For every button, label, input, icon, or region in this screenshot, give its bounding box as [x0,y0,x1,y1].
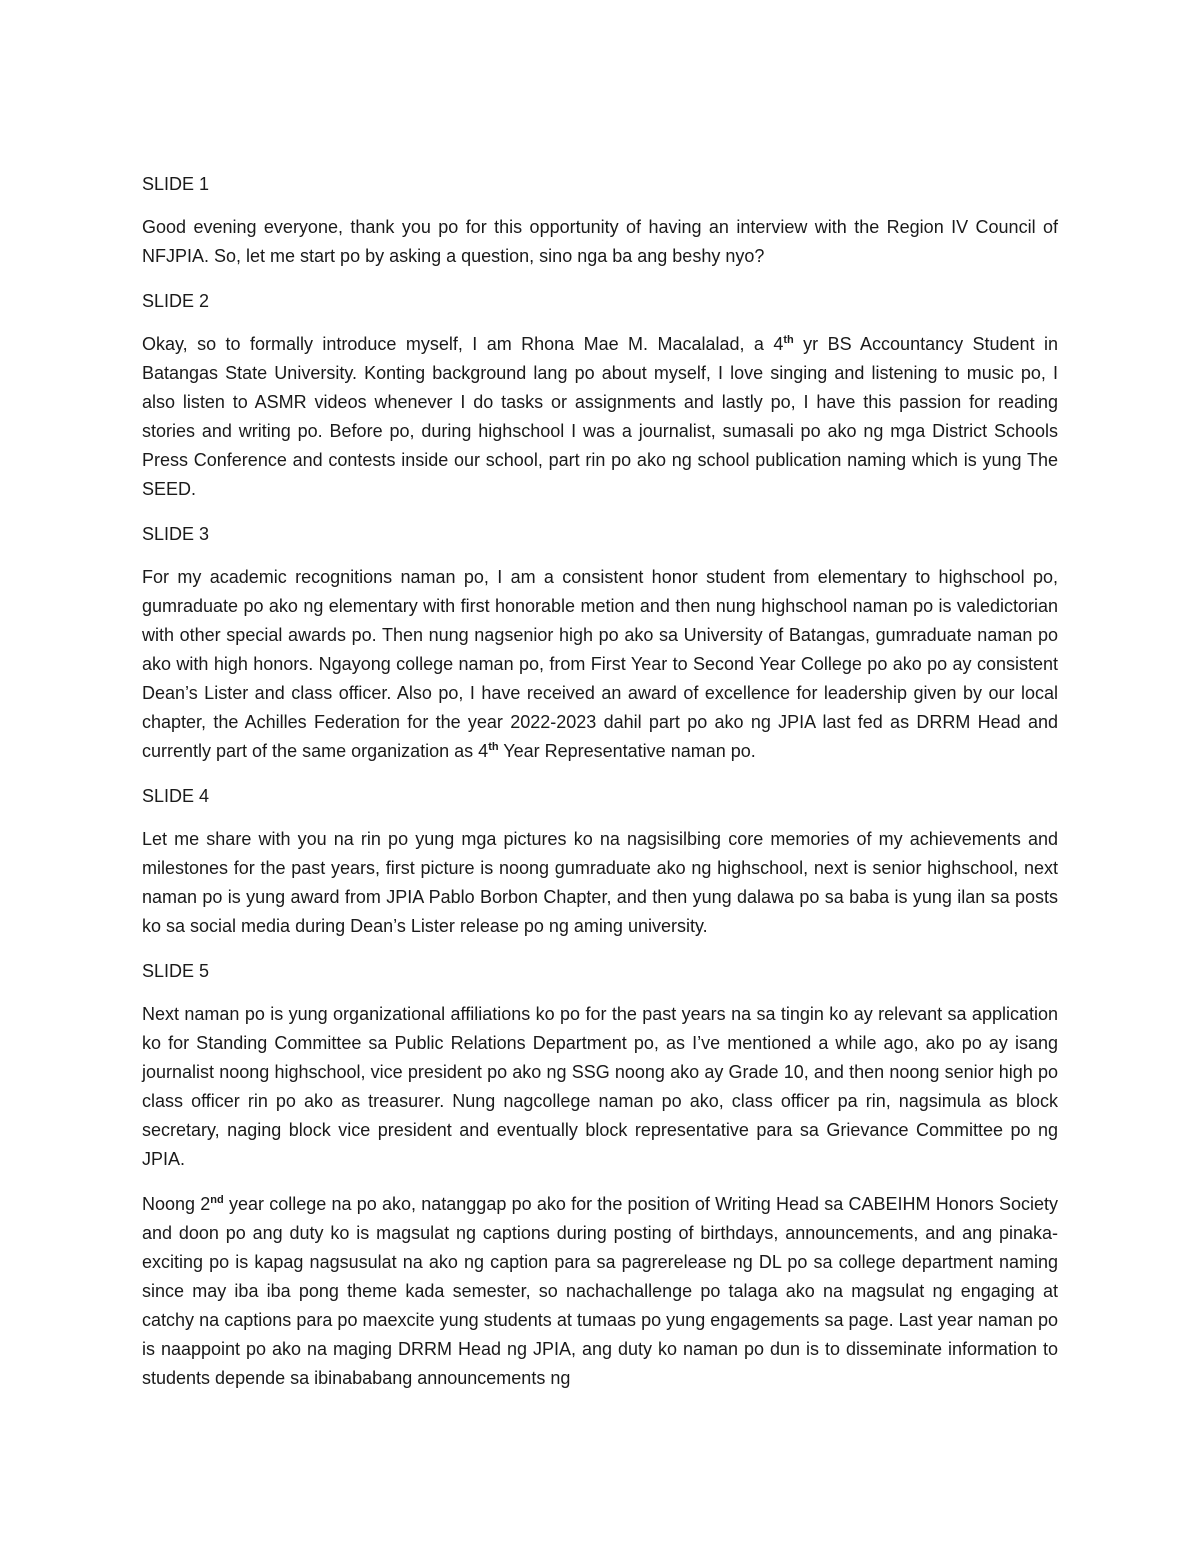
slide-3-text-a: For my academic recognitions naman po, I am a consistent honor student from elementary to highschool po, gumraduate po ako ng elementary with first honorable metion and then nung highschool naman po is valedictorian with other special awards po. Then nung nagsenior high po ako sa University of Batangas, gumraduate naman po ako with high honors. Ngayong college naman po, from First Year to Second Year College po ako po ay consistent Dean’s Lister and class officer. Also po, I have received an award of excellence for leadership given by our local chapter, the Achilles Federation for the year 2022-2023 dahil part po ako ng JPIA last fed as DRRM Head and currently part of the same organization as 4 [142,567,1058,761]
slide-4-heading: SLIDE 4 [142,786,210,806]
slide-2-text-a: Okay, so to formally introduce myself, I am Rhona Mae M. Macalalad, a 4 [142,334,784,354]
slide-2-paragraph [142,330,1058,504]
slide-3-paragraph [142,563,1058,766]
slide-3-text-b: Year Representative naman po. [498,741,756,761]
slide-1-paragraph: Good evening everyone, thank you po for this opportunity of having an interview with the Region IV Council of NFJPIA. So, let me start po by asking a question, sino nga ba ang beshy nyo? [142,217,1058,266]
document-page [142,170,1058,1409]
slide-2-superscript: th [783,334,794,346]
slide-5-text-a: Noong 2 [142,1194,211,1214]
slide-5-paragraph-2 [142,1190,1058,1393]
slide-3-superscript: th [488,741,499,753]
slide-5-superscript: nd [210,1194,224,1206]
slide-4-paragraph: Let me share with you na rin po yung mga pictures ko na nagsisilbing core memories of my achievements and milestones for the past years, first picture is noong gumraduate ako ng highschool, next is senior highschool, next naman po is yung award from JPIA Pablo Borbon Chapter, and then yung dalawa po sa baba is yung ilan sa posts ko sa social media during Dean’s Lister release po ng aming university. [142,829,1058,936]
slide-5-text-b: year college na po ako, natanggap po ako for the position of Writing Head sa CABEIHM Honors Society and doon po ang duty ko is magsulat ng captions during posting of birthdays, announcements, and ang pinaka-exciting po is kapag nagsusulat na ako ng caption para sa pagrerelease ng DL po sa college department naming since may iba iba pong theme kada semester, so nachachallenge po talaga ako na magsulat ng engaging at catchy na captions para po maexcite yung students at tumaas po yung engagements sa page. Last year naman po is naappoint po ako na maging DRRM Head ng JPIA, ang duty ko naman po dun is to disseminate information to students depende sa ibinababang announcements ng [142,1194,1059,1388]
slide-5-heading: SLIDE 5 [142,961,210,981]
slide-2-text-b: yr BS Accountancy Student in Batangas State University. Konting background lang po about myself, I love singing and listening to music po, I also listen to ASMR videos whenever I do tasks or assignments and lastly po, I have this passion for reading stories and writing po. Before po, during highschool I was a journalist, sumasali po ako ng mga District Schools Press Conference and contests inside our school, part rin po ako ng school publication naming which is yung The SEED. [142,334,1059,499]
slide-1-heading: SLIDE 1 [142,174,210,194]
slide-5-paragraph-1: Next naman po is yung organizational affiliations ko po for the past years na sa tingin ko ay relevant sa application ko for Standing Committee sa Public Relations Department po, as I’ve mentioned a while ago, ako po ay isang journalist noong highschool, vice president po ako ng SSG noong ako ay Grade 10, and then noong senior high po class officer rin po ako as treasurer. Nung nagcollege naman po ako, class officer pa rin, nagsimula as block secretary, naging block vice president and eventually block representative para sa Grievance Committee po ng JPIA. [142,1004,1058,1169]
slide-2-heading: SLIDE 2 [142,291,210,311]
slide-3-heading: SLIDE 3 [142,524,210,544]
